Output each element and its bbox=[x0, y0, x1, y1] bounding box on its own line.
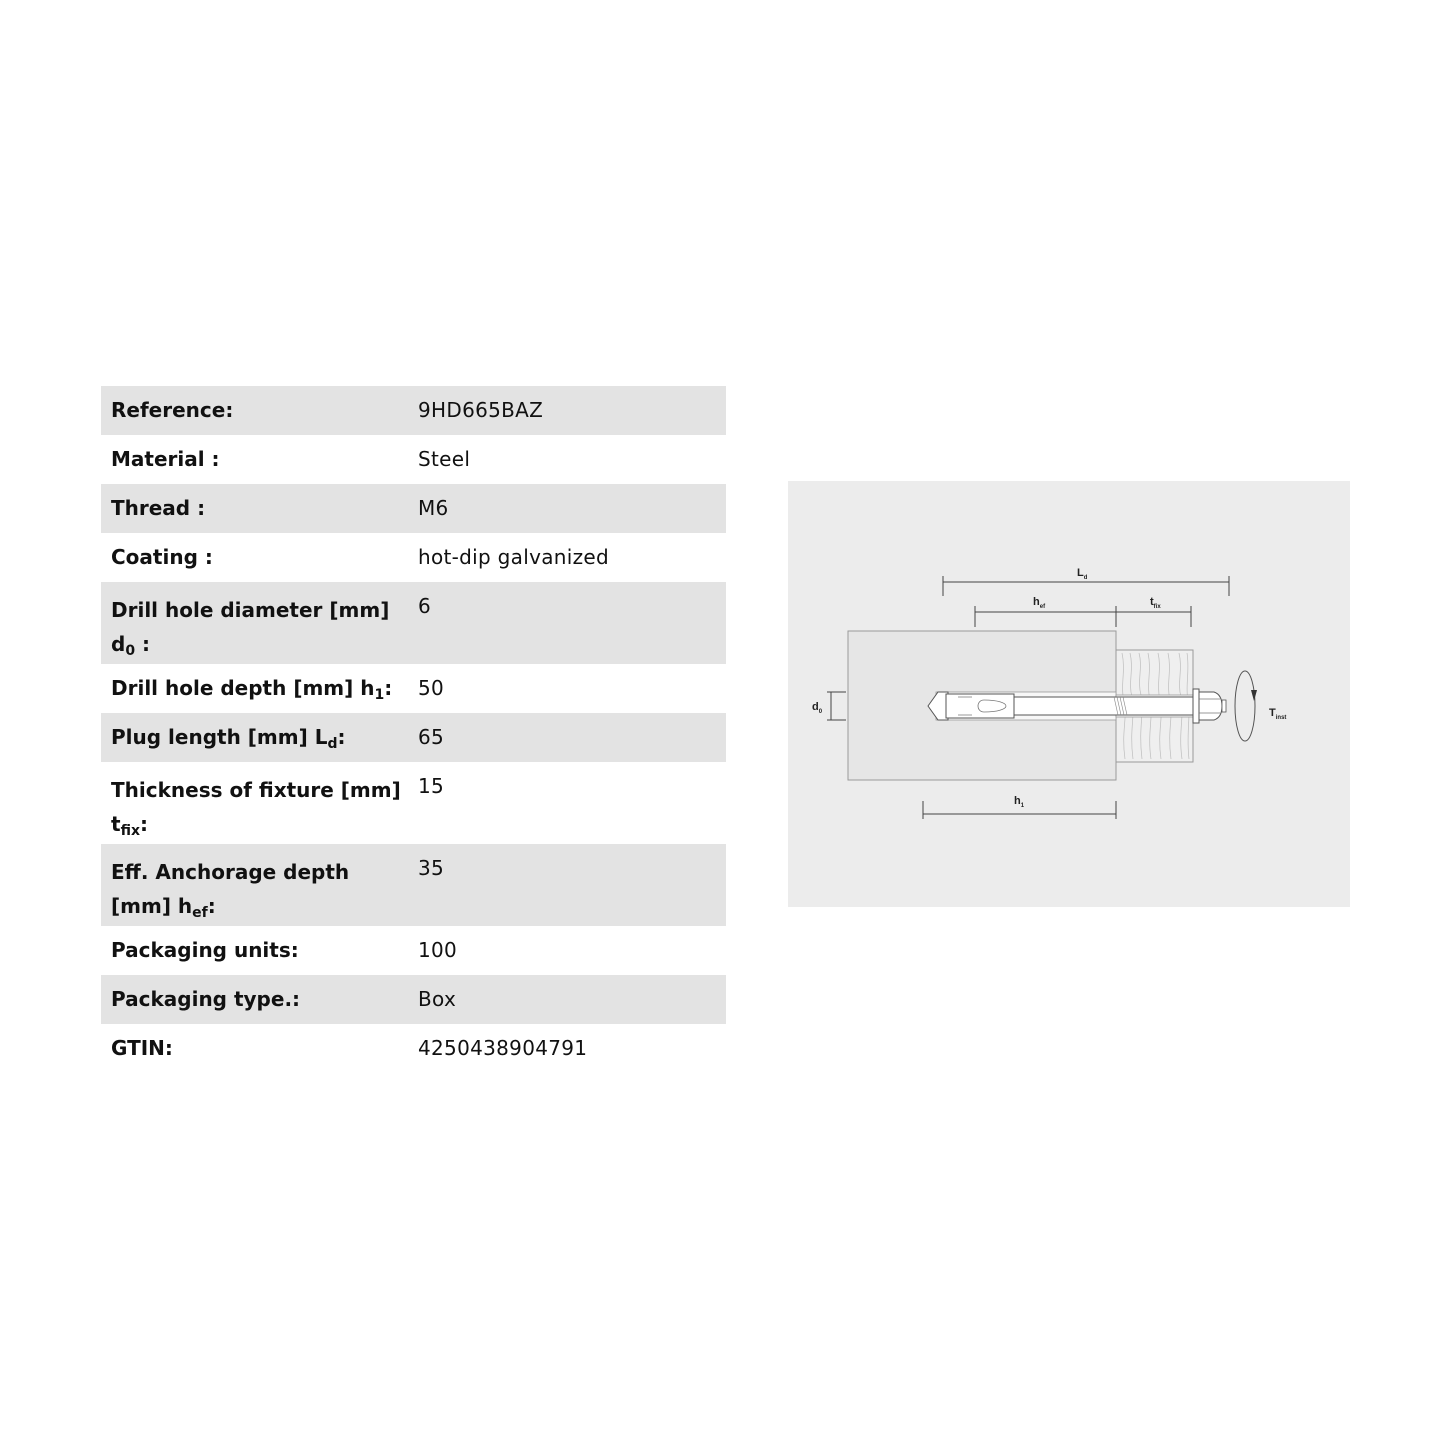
dimension-d0 bbox=[827, 692, 846, 720]
spec-label-subscript: ef bbox=[192, 905, 208, 921]
spec-label-text: Eff. Anchorage depth [mm] h bbox=[111, 860, 350, 918]
spec-value: M6 bbox=[418, 496, 449, 520]
spec-row-material bbox=[101, 435, 726, 484]
spec-label: Coating : bbox=[111, 545, 213, 569]
spec-label-text: Thickness of fixture [mm] t bbox=[111, 778, 401, 836]
spec-row-gtin bbox=[101, 1024, 726, 1073]
label-tinst: $T_{inst}$ bbox=[1269, 707, 1287, 721]
diagram-svg bbox=[788, 481, 1350, 907]
spec-value: 6 bbox=[418, 594, 432, 618]
spec-label bbox=[111, 855, 418, 923]
spec-label: Reference: bbox=[111, 398, 234, 422]
spec-label bbox=[111, 773, 418, 841]
spec-row-reference bbox=[101, 386, 726, 435]
spec-label bbox=[111, 724, 418, 750]
spec-value: 9HD665BAZ bbox=[418, 398, 544, 422]
spec-row-packaging-type bbox=[101, 975, 726, 1024]
spec-row-fixture-thickness bbox=[101, 762, 726, 844]
spec-value: 50 bbox=[418, 676, 445, 700]
spec-row-drill-diameter bbox=[101, 582, 726, 664]
spec-value: 4250438904791 bbox=[418, 1036, 588, 1060]
spec-value: hot-dip galvanized bbox=[418, 545, 610, 569]
spec-label-subscript: d bbox=[327, 736, 338, 752]
spec-row-thread bbox=[101, 484, 726, 533]
label-ld: $L_d$ bbox=[1077, 567, 1088, 581]
spec-label-suffix: : bbox=[135, 632, 151, 656]
spec-row-packaging-units bbox=[101, 926, 726, 975]
spec-label-subscript: fix bbox=[120, 823, 140, 839]
label-hef: $h_{ef}$ bbox=[1033, 596, 1046, 610]
spec-label: Thread : bbox=[111, 496, 206, 520]
spec-value: Steel bbox=[418, 447, 471, 471]
spec-table bbox=[101, 386, 726, 1073]
spec-value: 65 bbox=[418, 725, 445, 749]
spec-row-drill-depth bbox=[101, 664, 726, 713]
spec-row-anchorage-depth bbox=[101, 844, 726, 926]
label-tfix: $t_{fix}$ bbox=[1150, 596, 1161, 610]
expansion-sleeve bbox=[946, 694, 1014, 718]
spec-label-suffix: : bbox=[207, 894, 216, 918]
spec-label-text: Drill hole diameter [mm] d bbox=[111, 598, 390, 656]
spec-label: Packaging units: bbox=[111, 938, 299, 962]
spec-label-text: Plug length [mm] L bbox=[111, 725, 328, 749]
washer bbox=[1193, 689, 1199, 723]
spec-label-suffix: : bbox=[139, 812, 148, 836]
spec-label-text: Drill hole depth [mm] h bbox=[111, 676, 375, 700]
torque-arrow bbox=[1235, 671, 1255, 741]
spec-label-suffix: : bbox=[337, 725, 346, 749]
spec-value: 35 bbox=[418, 856, 445, 880]
spec-label-suffix: : bbox=[384, 676, 393, 700]
spec-row-coating bbox=[101, 533, 726, 582]
anchor-bolt-shaft bbox=[1014, 697, 1198, 715]
spec-label: GTIN: bbox=[111, 1036, 173, 1060]
label-d0: $d_0$ bbox=[812, 701, 823, 715]
spec-label-subscript: 1 bbox=[374, 687, 385, 703]
spec-label-subscript: 0 bbox=[125, 643, 136, 659]
spec-value: Box bbox=[418, 987, 457, 1011]
spec-label bbox=[111, 593, 418, 661]
spec-value: 100 bbox=[418, 938, 458, 962]
spec-label bbox=[111, 675, 418, 701]
spec-label: Material : bbox=[111, 447, 220, 471]
spec-value: 15 bbox=[418, 774, 445, 798]
spec-label: Packaging type.: bbox=[111, 987, 301, 1011]
spec-row-plug-length bbox=[101, 713, 726, 762]
anchor-installation-diagram bbox=[788, 481, 1350, 907]
label-h1: $h_1$ bbox=[1014, 795, 1025, 809]
hex-nut bbox=[1199, 692, 1222, 720]
